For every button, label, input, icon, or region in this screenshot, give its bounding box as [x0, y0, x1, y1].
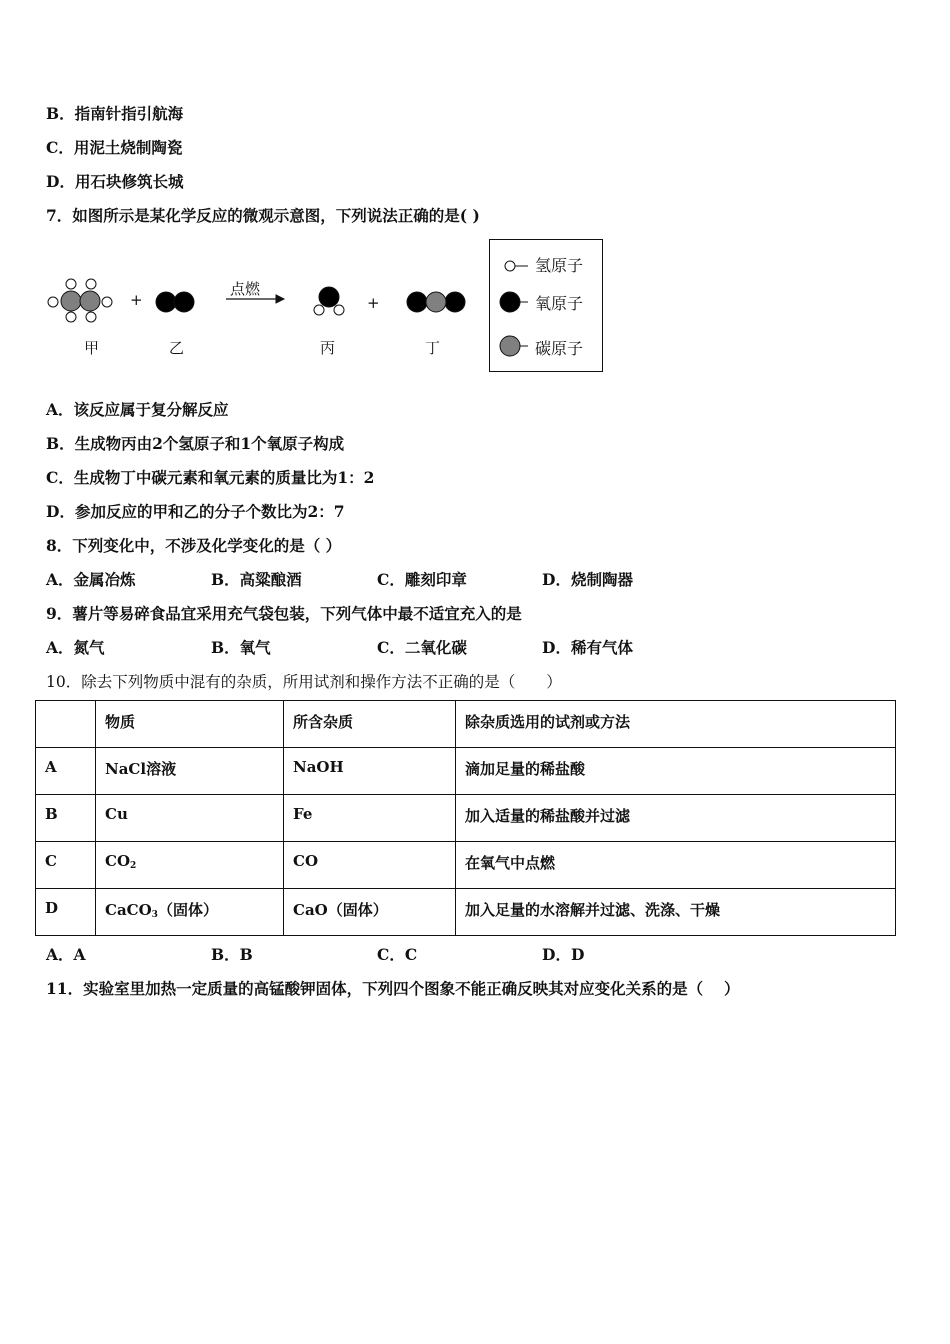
reaction-diagram [44, 236, 614, 378]
q8-option-a: A．金属冶炼 [46, 570, 136, 589]
row-impurity: NaOH [284, 748, 456, 795]
row-key: D [36, 889, 96, 936]
row-method: 加入足量的水溶解并过滤、洗涤、干燥 [456, 889, 896, 936]
molecule-jia [48, 279, 112, 322]
row-impurity: CaO（固体） [284, 889, 456, 936]
arrow-head [276, 295, 284, 303]
hydrogen-atom [48, 297, 58, 307]
atom-legend [489, 239, 603, 372]
legend-hydrogen: 氢原子 [535, 256, 584, 275]
q7-option-d: D．参加反应的甲和乙的分子个数比为2：7 [46, 502, 345, 521]
row-substance: $CO_2$ [96, 842, 284, 889]
row-key: C [36, 842, 96, 889]
q8-option-c: C．雕刻印章 [377, 570, 467, 589]
carbon-atom [80, 291, 100, 311]
q7-option-b: B．生成物丙由2个氢原子和1个氧原子构成 [46, 434, 345, 453]
q8-option-b: B．高粱酿酒 [211, 570, 302, 589]
reaction-condition: 点燃 [230, 280, 261, 298]
molecule-yi [156, 292, 194, 312]
row-method: 在氧气中点燃 [456, 842, 896, 889]
label-yi: 乙 [169, 339, 185, 357]
row-key: B [36, 795, 96, 842]
q9-option-a: A．氮气 [46, 638, 105, 657]
molecule-bing [314, 287, 344, 315]
q10-option-c: C．C [377, 945, 418, 964]
q9-stem: 9．薯片等易碎食品宜采用充气袋包装，下列气体中最不适宜充入的是 [46, 604, 522, 623]
hydrogen-atom [86, 279, 96, 289]
legend-oxygen: 氧原子 [535, 294, 584, 313]
q7-option-a: A．该反应属于复分解反应 [46, 400, 229, 419]
carbon-atom [426, 292, 446, 312]
q9-option-d: D．稀有气体 [542, 638, 633, 657]
row-impurity: Fe [284, 795, 456, 842]
row-key: A [36, 748, 96, 795]
table-header-cell: 物质 [96, 701, 284, 748]
row-method: 加入适量的稀盐酸并过滤 [456, 795, 896, 842]
q7-option-c: C．生成物丁中碳元素和氧元素的质量比为1：2 [46, 468, 375, 487]
hydrogen-atom [66, 279, 76, 289]
table-row [36, 748, 896, 795]
row-impurity: CO [284, 842, 456, 889]
q9-option-c: C．二氧化碳 [377, 638, 467, 657]
q10-stem: 10．除去下列物质中混有的杂质，所用试剂和操作方法不正确的是（ ） [46, 673, 562, 691]
table-header-row [36, 701, 896, 748]
table-header-cell: 除杂质选用的试剂或方法 [456, 701, 896, 748]
hydrogen-atom [334, 305, 344, 315]
carbon-atom [61, 291, 81, 311]
label-bing: 丙 [320, 339, 336, 357]
q11-stem: 11．实验室里加热一定质量的高锰酸钾固体，下列四个图象不能正确反映其对应变化关系的是（ ） [46, 979, 740, 998]
row-method: 滴加足量的稀盐酸 [456, 748, 896, 795]
oxygen-atom [445, 292, 465, 312]
label-ding: 丁 [425, 339, 441, 357]
q7-stem: 7．如图所示是某化学反应的微观示意图，下列说法正确的是( ) [46, 206, 480, 225]
legend-carbon: 碳原子 [535, 339, 584, 358]
molecule-ding [407, 292, 465, 312]
q8-stem: 8．下列变化中，不涉及化学变化的是（ ） [46, 536, 342, 555]
oxygen-atom [174, 292, 194, 312]
hydrogen-atom [314, 305, 324, 315]
oxygen-atom [407, 292, 427, 312]
plus-sign: + [367, 294, 380, 312]
table-row [36, 842, 896, 889]
row-substance: Cu [96, 795, 284, 842]
table-row [36, 795, 896, 842]
q10-option-b: B．B [211, 945, 253, 964]
q8-option-d: D．烧制陶器 [542, 570, 633, 589]
q6-option-b: B．指南针指引航海 [46, 104, 184, 123]
q10-option-d: D．D [542, 945, 585, 964]
table-header-cell [36, 701, 96, 748]
oxygen-atom [319, 287, 339, 307]
plus-sign: + [130, 291, 143, 309]
purification-table [35, 700, 896, 936]
q10-option-a: A．A [46, 945, 86, 964]
row-substance: NaCl溶液 [96, 748, 284, 795]
oxygen-atom [156, 292, 176, 312]
hydrogen-atom [66, 312, 76, 322]
q6-option-c: C．用泥土烧制陶瓷 [46, 138, 183, 157]
q9-option-b: B．氧气 [211, 638, 271, 657]
hydrogen-atom [86, 312, 96, 322]
table-row [36, 889, 896, 936]
table-header-cell: 所含杂质 [284, 701, 456, 748]
label-jia: 甲 [84, 339, 100, 357]
q6-option-d: D．用石块修筑长城 [46, 172, 184, 191]
hydrogen-atom [102, 297, 112, 307]
row-substance: CaCO$_3$（固体） [96, 889, 284, 936]
